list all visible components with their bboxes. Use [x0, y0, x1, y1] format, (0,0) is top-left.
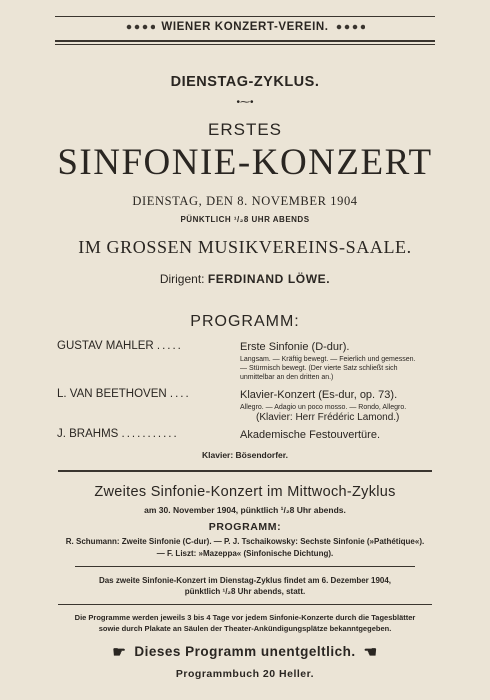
series-name: DIENSTAG-ZYKLUS.: [170, 74, 320, 90]
notice-line: Das zweite Sinfonie-Konzert im Dienstag-Zyklus findet am 6. Dezember 1904,: [98, 576, 392, 585]
program-book-price: Programmbuch 20 Heller.: [175, 668, 315, 680]
program-item: [57, 340, 237, 352]
second-concert-program-line: R. Schumann: Zweite Sinfonie (C-dur). — P. J. Tschaikowsky: Sechste Sinfonie (»Pathétique«).: [65, 537, 425, 546]
organizer-header: [0, 21, 490, 33]
second-concert-title: Zweites Sinfonie-Konzert im Mittwoch-Zyklus: [94, 484, 396, 500]
composer-name: J. BRAHMS ...........: [57, 428, 179, 440]
concert-venue: IM GROSSEN MUSIKVEREINS-SAALE.: [78, 237, 412, 257]
piano-maker: Klavier: Bösendorfer.: [202, 450, 288, 460]
detail-line: — Stürmisch bewegt. (Der vierte Satz schließt sich: [240, 365, 398, 372]
section-rule-thick: [58, 470, 432, 472]
composer-name: L. VAN BEETHOVEN ....: [57, 388, 191, 400]
programm-heading: PROGRAMM:: [190, 313, 300, 330]
program-item: [57, 428, 237, 440]
header-rule-thick: [55, 40, 435, 42]
footer-info-line: sowie durch Plakate an Säulen der Theater-Ankündigungsplätze bekanntgegeben.: [98, 624, 392, 633]
conductor-name: FERDINAND LÖWE.: [207, 272, 331, 286]
work-details: [240, 355, 415, 382]
program-item: [57, 388, 237, 400]
organizer-name: WIENER KONZERT-VEREIN.: [161, 21, 329, 33]
work-title: Klavier-Konzert (Es-dur, op. 73).: [240, 389, 398, 401]
detail-line: Langsam. — Kräftig bewegt. — Feierlich und gemessen.: [240, 356, 416, 363]
free-program-line: [0, 643, 490, 661]
second-concert-programm-label: PROGRAMM:: [208, 521, 282, 533]
ornament-right-icon: [335, 24, 365, 30]
work-details: [240, 403, 406, 412]
composer-name: GUSTAV MAHLER .....: [57, 340, 183, 352]
ornament-left-icon: [125, 24, 155, 30]
concert-title: SINFONIE-KONZERT: [57, 142, 433, 183]
work-title: Erste Sinfonie (D-dur).: [240, 341, 350, 353]
pointing-hand-left-icon: ☚: [363, 644, 378, 661]
work-title: Akademische Festouvertüre.: [240, 429, 381, 441]
soloist-line: (Klavier: Herr Frédéric Lamond.): [256, 412, 400, 423]
section-rule-thin: [58, 604, 432, 605]
notice-line: pünktlich ¹/₂8 Uhr abends, statt.: [184, 587, 306, 596]
ornament-icon: •⁓•: [236, 97, 254, 108]
concert-time: PÜNKTLICH ¹/₂8 UHR ABENDS: [180, 215, 310, 224]
detail-line: unmittelbar an den dritten an.): [240, 374, 334, 381]
concert-ordinal: ERSTES: [207, 120, 283, 139]
top-rule: [55, 16, 435, 17]
pointing-hand-right-icon: ☛: [112, 644, 127, 661]
header-rule-thin: [55, 44, 435, 45]
detail-line: Allegro. — Adagio un poco mosso. — Rondo, Allegro.: [240, 404, 407, 411]
concert-date: DIENSTAG, DEN 8. NOVEMBER 1904: [132, 194, 358, 208]
second-concert-program-line: — F. Liszt: »Mazeppa« (Sinfonische Dichtung).: [156, 549, 334, 558]
section-rule-thin: [75, 566, 415, 567]
conductor-label: Dirigent:: [159, 272, 205, 286]
conductor-line: [0, 272, 490, 286]
footer-info-line: Die Programme werden jeweils 3 bis 4 Tage vor jedem Sinfonie-Konzerte durch die Tagesblätter: [74, 613, 416, 622]
second-concert-date: am 30. November 1904, pünktlich ¹/₂8 Uhr abends.: [144, 505, 346, 515]
free-program-text: Dieses Programm unentgeltlich.: [134, 644, 356, 659]
